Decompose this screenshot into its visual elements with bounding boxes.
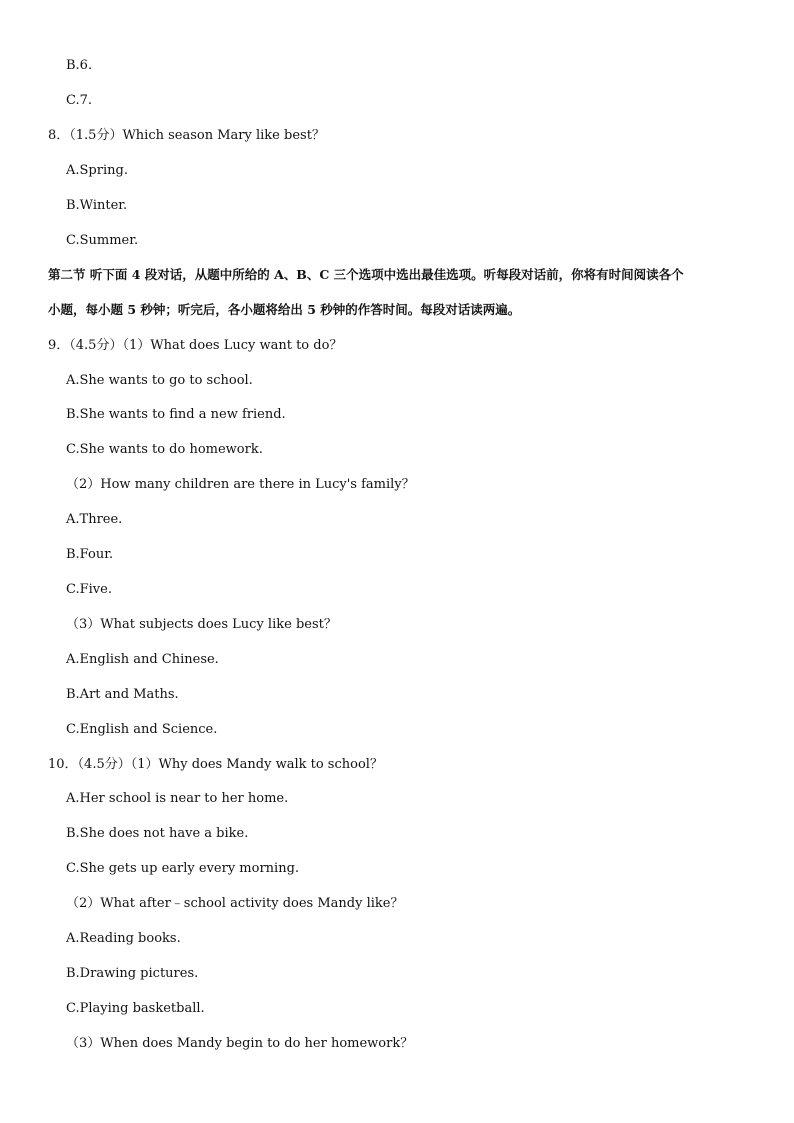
question-10-stem: 10．（4.5分）（1）Why does Mandy walk to school？ [48,757,383,772]
question-9-part-2: （2）How many children are there in Lucy's family？ [66,477,415,492]
option-b: B.6. [66,58,93,73]
option-c: C.7. [66,93,93,108]
question-10-1-option-c: C.She gets up early every morning. [66,861,300,876]
question-9-3-option-a: A.English and Chinese. [66,652,219,667]
question-10-2-option-a: A.Reading books. [66,931,181,946]
question-9-stem: 9．（4.5分）（1）What does Lucy want to do？ [48,338,343,353]
question-9-2-option-c: C.Five. [66,582,112,597]
question-10-2-option-c: C.Playing basketball. [66,1001,205,1016]
question-10-1-option-a: A.Her school is near to her home. [66,791,289,806]
question-9-3-option-c: C.English and Science. [66,722,218,737]
question-10-part-2: （2）What after﹣school activity does Mandy like？ [66,896,404,911]
question-8-stem: 8．（1.5分）Which season Mary like best？ [48,128,325,143]
question-9-2-option-a: A.Three. [66,512,123,527]
question-8-option-b: B.Winter. [66,198,128,213]
question-9-2-option-b: B.Four. [66,547,114,562]
question-8-option-a: A.Spring. [66,163,128,178]
section-2-instructions-line-2: 小题，每小题 5 秒钟；听完后，各小题将给出 5 秒钟的作答时间。每段对话读两遍。 [48,302,521,317]
question-9-part-3: （3）What subjects does Lucy like best？ [66,617,337,632]
question-9-1-option-c: C.She wants to do homework. [66,442,263,457]
question-10-2-option-b: B.Drawing pictures. [66,966,199,981]
question-9-3-option-b: B.Art and Maths. [66,687,179,702]
section-2-instructions-line-1: 第二节 听下面 4 段对话，从题中所给的 A、B、C 三个选项中选出最佳选项。听每段对话前，你将有时间阅读各个 [48,267,684,282]
question-10-1-option-b: B.She does not have a bike. [66,826,249,841]
question-9-1-option-a: A.She wants to go to school. [66,373,253,388]
question-10-part-3: （3）When does Mandy begin to do her homework？ [66,1036,414,1051]
question-8-option-c: C.Summer. [66,233,139,248]
question-9-1-option-b: B.She wants to find a new friend. [66,407,286,422]
